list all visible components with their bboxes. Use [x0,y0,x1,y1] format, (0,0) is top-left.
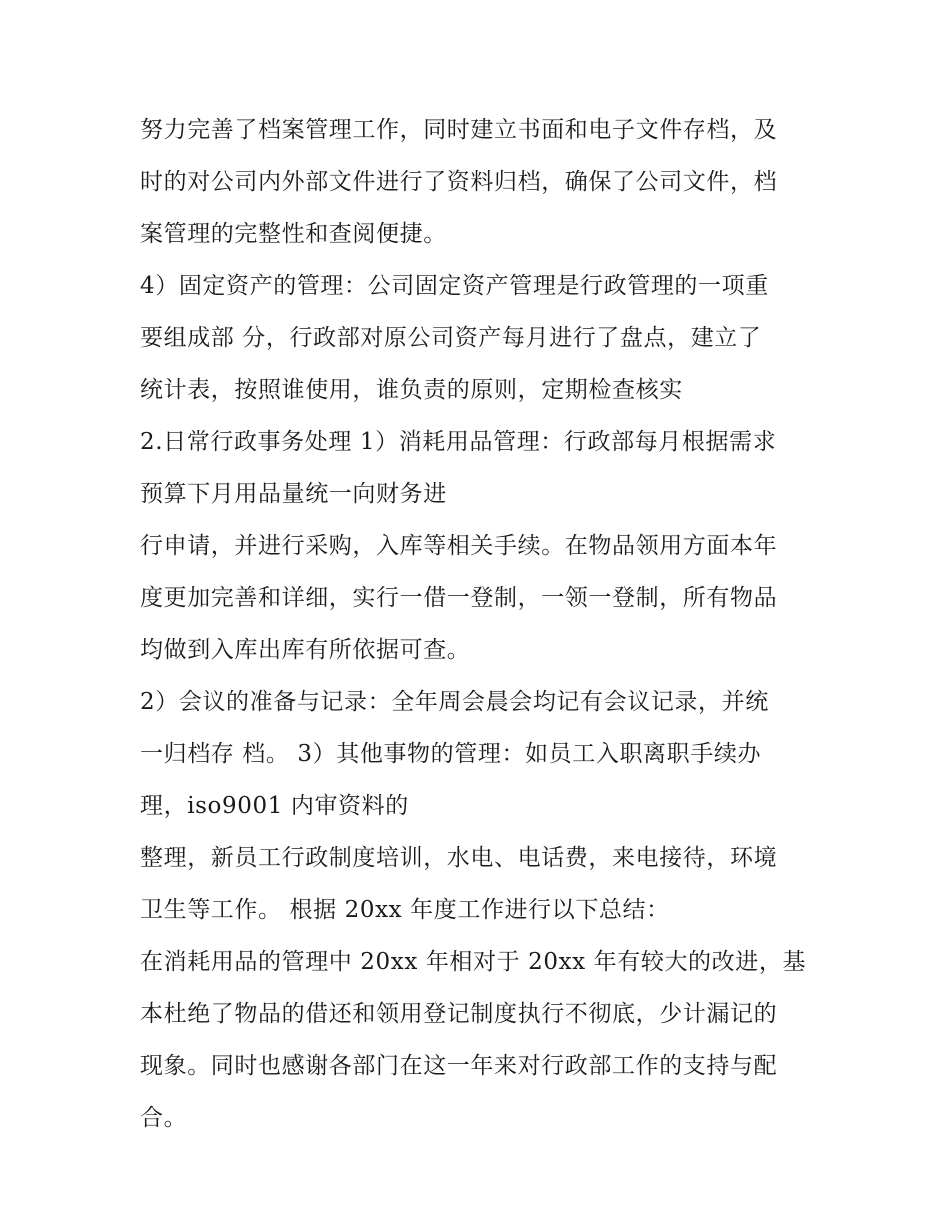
text-line: 本杜绝了物品的借还和领用登记制度执行不彻底，少计漏记的 [140,1001,778,1027]
text-line: 要组成部 分，行政部对原公司资产每月进行了盘点，建立了 [140,325,762,351]
text-line: 卫生等工作。 根据 20xx 年度工作进行以下总结： [140,897,670,923]
text-line: 行申请，并进行采购，入库等相关手续。在物品领用方面本年 [140,533,778,559]
document-body [140,104,820,1144]
text-line: 时的对公司内外部文件进行了资料归档，确保了公司文件，档 [140,169,778,195]
text-line: 2）会议的准备与记录：全年周会晨会均记有会议记录，并统 [140,689,769,715]
text-line: 案管理的完整性和查阅便捷。 [140,221,447,247]
text-line: 度更加完善和详细，实行一借一登制，一领一登制，所有物品 [140,585,778,611]
text-line: 预算下月用品量统一向财务进 [140,481,447,507]
text-line: 一归档存 档。 3）其他事物的管理：如员工入职离职手续办 [140,741,762,767]
text-line: 4）固定资产的管理：公司固定资产管理是行政管理的一项重 [140,273,769,299]
text-line: 整理，新员工行政制度培训，水电、电话费，来电接待，环境 [140,845,778,871]
text-line: 2.日常行政事务处理 1）消耗用品管理：行政部每月根据需求 [140,429,777,455]
text-line: 均做到入库出库有所依据可查。 [140,637,471,663]
text-line: 在消耗用品的管理中 20xx 年相对于 20xx 年有较大的改进，基 [140,949,807,975]
text-line: 理，iso9001 内审资料的 [140,793,409,819]
text-line: 合。 [140,1105,188,1131]
text-line: 统计表，按照谁使用，谁负责的原则，定期检查核实 [140,377,683,403]
text-line: 努力完善了档案管理工作，同时建立书面和电子文件存档，及 [140,117,778,143]
text-line: 现象。同时也感谢各部门在这一年来对行政部工作的支持与配 [140,1053,778,1079]
